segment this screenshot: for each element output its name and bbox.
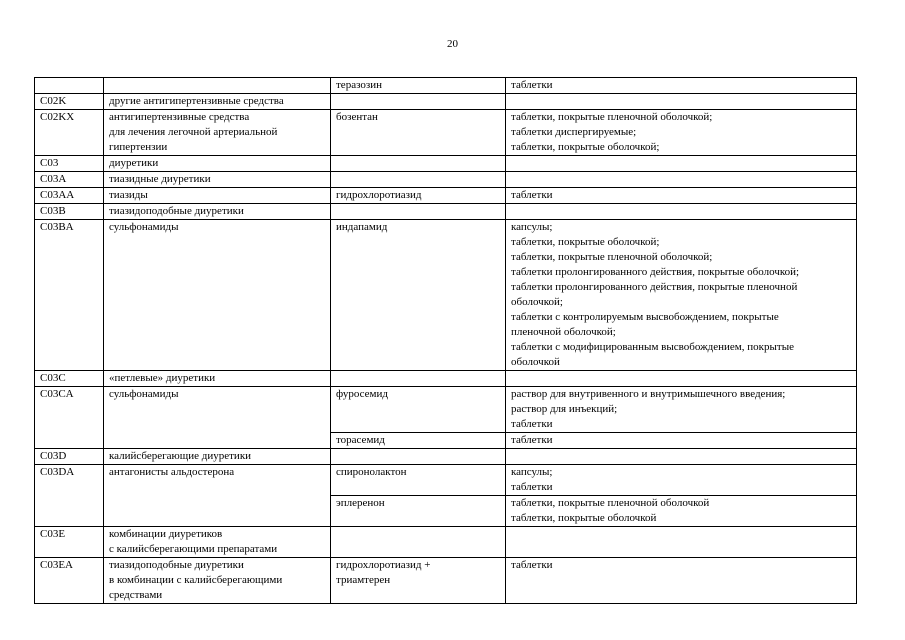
dosage-form <box>511 220 856 370</box>
dosage-form-line: таблетки с контролируемым высвобождением, покрытые <box>511 311 779 323</box>
drug-name-cell <box>331 449 506 465</box>
group-name-cell <box>104 465 331 527</box>
atc-code: C03E <box>40 528 66 540</box>
dosage-form-cell <box>506 496 857 527</box>
group-name <box>109 110 330 155</box>
atc-code: C03 <box>40 157 59 169</box>
dosage-form <box>511 78 856 93</box>
drug-name-cell <box>331 220 506 371</box>
group-name-line: с калийсберегающими препаратами <box>109 543 278 555</box>
atc-code-cell <box>35 78 104 94</box>
atc-code-cell <box>35 449 104 465</box>
drug-name-cell <box>331 156 506 172</box>
drug-name-line: бозентан <box>336 111 378 123</box>
atc-code: C02KX <box>40 111 75 123</box>
dosage-form-line: капсулы; <box>511 466 553 478</box>
group-name-line: антагонисты альдостерона <box>109 466 235 478</box>
group-name-line: тиазидоподобные диуретики <box>109 559 244 571</box>
dosage-form-cell <box>506 188 857 204</box>
group-name <box>109 94 330 109</box>
atc-code-cell <box>35 465 104 527</box>
drug-name-line: спиронолактон <box>336 466 407 478</box>
drug-name-line: фуросемид <box>336 388 388 400</box>
drug-name-cell <box>331 110 506 156</box>
atc-code: C02K <box>40 95 67 107</box>
dosage-form-line: раствор для внутривенного и внутримышечного введения; <box>511 388 786 400</box>
drug-name-cell <box>331 94 506 110</box>
group-name-line: антигипертензивные средства <box>109 111 250 123</box>
dosage-form-line: пленочной оболочкой; <box>511 326 616 338</box>
atc-code: C03AA <box>40 189 75 201</box>
atc-code: C03D <box>40 450 67 462</box>
table-row <box>35 527 857 558</box>
dosage-form-line: таблетки <box>511 434 553 446</box>
table-row <box>35 465 857 496</box>
drug-name-cell <box>331 78 506 94</box>
drug-name-line: эплеренон <box>336 497 385 509</box>
dosage-form <box>511 465 856 495</box>
drug-name-line: индапамид <box>336 221 388 233</box>
drug-name-cell <box>331 433 506 449</box>
page-number: 20 <box>447 38 458 50</box>
dosage-form-line: капсулы; <box>511 221 553 233</box>
dosage-form-line: таблетки <box>511 189 553 201</box>
dosage-form-line: таблетки, покрытые оболочкой <box>511 512 657 524</box>
dosage-form-cell <box>506 172 857 188</box>
table-row <box>35 94 857 110</box>
drug-name-cell <box>331 558 506 604</box>
drug-name-cell <box>331 204 506 220</box>
drug-name-cell <box>331 188 506 204</box>
dosage-form-line: таблетки <box>511 481 553 493</box>
drug-name-cell <box>331 371 506 387</box>
atc-code-cell <box>35 220 104 371</box>
drug-name-cell <box>331 496 506 527</box>
group-name <box>109 220 330 235</box>
group-name-line: диуретики <box>109 157 159 169</box>
group-name <box>109 156 330 171</box>
atc-code-cell <box>35 172 104 188</box>
group-name-line: в комбинации с калийсберегающими <box>109 574 283 586</box>
dosage-form-cell <box>506 387 857 433</box>
group-name-line: для лечения легочной артериальной <box>109 126 278 138</box>
group-name-line: «петлевые» диуретики <box>109 372 216 384</box>
atc-code-cell <box>35 110 104 156</box>
drug-name-line: торасемид <box>336 434 385 446</box>
dosage-form-line: таблетки <box>511 79 553 91</box>
dosage-form <box>511 188 856 203</box>
dosage-form-line: таблетки <box>511 418 553 430</box>
dosage-form-line: таблетки пролонгированного действия, покрытые оболочкой; <box>511 266 800 278</box>
table-row <box>35 220 857 371</box>
dosage-form-cell <box>506 433 857 449</box>
drug-name-cell <box>331 465 506 496</box>
atc-code-cell <box>35 558 104 604</box>
drug-name-cell <box>331 387 506 433</box>
atc-code-cell <box>35 527 104 558</box>
group-name <box>109 465 330 480</box>
atc-code: C03B <box>40 205 66 217</box>
group-name-line: калийсберегающие диуретики <box>109 450 252 462</box>
drug-name-line: гидрохлоротиазид <box>336 189 422 201</box>
atc-code: C03C <box>40 372 66 384</box>
atc-code-cell <box>35 188 104 204</box>
group-name-line: комбинации диуретиков <box>109 528 223 540</box>
dosage-form-line: таблетки, покрытые пленочной оболочкой; <box>511 111 713 123</box>
drug-name <box>336 558 505 588</box>
dosage-form-cell <box>506 110 857 156</box>
dosage-form-cell <box>506 204 857 220</box>
drug-name <box>336 78 505 93</box>
group-name-line: другие антигипертензивные средства <box>109 95 284 107</box>
drug-name-cell <box>331 527 506 558</box>
dosage-form-line: таблетки, покрытые оболочкой; <box>511 236 660 248</box>
group-name-cell <box>104 204 331 220</box>
drug-name <box>336 188 505 203</box>
drug-name-line: теразозин <box>336 79 382 91</box>
table-row <box>35 110 857 156</box>
atc-code: C03A <box>40 173 67 185</box>
group-name-cell <box>104 449 331 465</box>
dosage-form-cell <box>506 78 857 94</box>
dosage-form-line: таблетки диспергируемые; <box>511 126 637 138</box>
group-name-line: сульфонамиды <box>109 388 179 400</box>
atc-code-cell <box>35 94 104 110</box>
atc-code-cell <box>35 387 104 449</box>
group-name-line: тиазидоподобные диуретики <box>109 205 244 217</box>
dosage-form-cell <box>506 449 857 465</box>
group-name <box>109 204 330 219</box>
dosage-form-cell <box>506 371 857 387</box>
table-row <box>35 78 857 94</box>
group-name-cell <box>104 220 331 371</box>
dosage-form <box>511 433 856 448</box>
dosage-form-cell <box>506 94 857 110</box>
group-name <box>109 188 330 203</box>
group-name-line: тиазидные диуретики <box>109 173 211 185</box>
drug-name-cell <box>331 172 506 188</box>
dosage-form-cell <box>506 527 857 558</box>
dosage-form-line: раствор для инъекций; <box>511 403 618 415</box>
atc-code: C03EA <box>40 559 73 571</box>
drug-name <box>336 433 505 448</box>
table-row <box>35 172 857 188</box>
drug-name <box>336 220 505 235</box>
table-row <box>35 204 857 220</box>
drug-name-line: гидрохлоротиазид + <box>336 559 431 571</box>
dosage-form-cell <box>506 558 857 604</box>
dosage-form-line: таблетки, покрытые пленочной оболочкой; <box>511 251 713 263</box>
group-name <box>109 449 330 464</box>
dosage-form-line: таблетки <box>511 559 553 571</box>
dosage-form-cell <box>506 465 857 496</box>
group-name-line: тиазиды <box>109 189 148 201</box>
table-row <box>35 387 857 433</box>
atc-code: C03CA <box>40 388 74 400</box>
dosage-form-line: оболочкой; <box>511 296 563 308</box>
dosage-form-cell <box>506 220 857 371</box>
drug-name <box>336 387 505 402</box>
table-row <box>35 188 857 204</box>
atc-code-cell <box>35 204 104 220</box>
group-name-cell <box>104 94 331 110</box>
group-name-cell <box>104 156 331 172</box>
drug-name <box>336 465 505 480</box>
drug-table <box>34 77 857 604</box>
group-name-cell <box>104 558 331 604</box>
atc-code-cell <box>35 371 104 387</box>
group-name-cell <box>104 172 331 188</box>
group-name <box>109 558 330 603</box>
dosage-form <box>511 110 856 155</box>
drug-name-line: триамтерен <box>336 574 391 586</box>
dosage-form <box>511 387 856 432</box>
group-name <box>109 387 330 402</box>
group-name <box>109 371 330 386</box>
group-name-cell <box>104 110 331 156</box>
drug-name <box>336 496 505 511</box>
dosage-form <box>511 496 856 526</box>
group-name-line: сульфонамиды <box>109 221 179 233</box>
dosage-form-line: таблетки, покрытые пленочной оболочкой <box>511 497 710 509</box>
dosage-form-line: таблетки пролонгированного действия, покрытые пленочной <box>511 281 798 293</box>
drug-name <box>336 110 505 125</box>
dosage-form-line: оболочкой <box>511 356 560 368</box>
table-row <box>35 449 857 465</box>
group-name <box>109 172 330 187</box>
group-name-cell <box>104 188 331 204</box>
group-name-line: средствами <box>109 589 163 601</box>
group-name <box>109 527 330 557</box>
dosage-form <box>511 558 856 573</box>
dosage-form-cell <box>506 156 857 172</box>
group-name-cell <box>104 371 331 387</box>
atc-code-cell <box>35 156 104 172</box>
dosage-form-line: таблетки, покрытые оболочкой; <box>511 141 660 153</box>
table-row <box>35 371 857 387</box>
group-name-cell <box>104 78 331 94</box>
table-row <box>35 558 857 604</box>
group-name-line: гипертензии <box>109 141 168 153</box>
group-name-cell <box>104 527 331 558</box>
dosage-form-line: таблетки с модифицированным высвобождением, покрытые <box>511 341 794 353</box>
table-row <box>35 156 857 172</box>
atc-code: C03BA <box>40 221 74 233</box>
atc-code: C03DA <box>40 466 75 478</box>
drug-table-body <box>35 78 857 604</box>
group-name-cell <box>104 387 331 449</box>
